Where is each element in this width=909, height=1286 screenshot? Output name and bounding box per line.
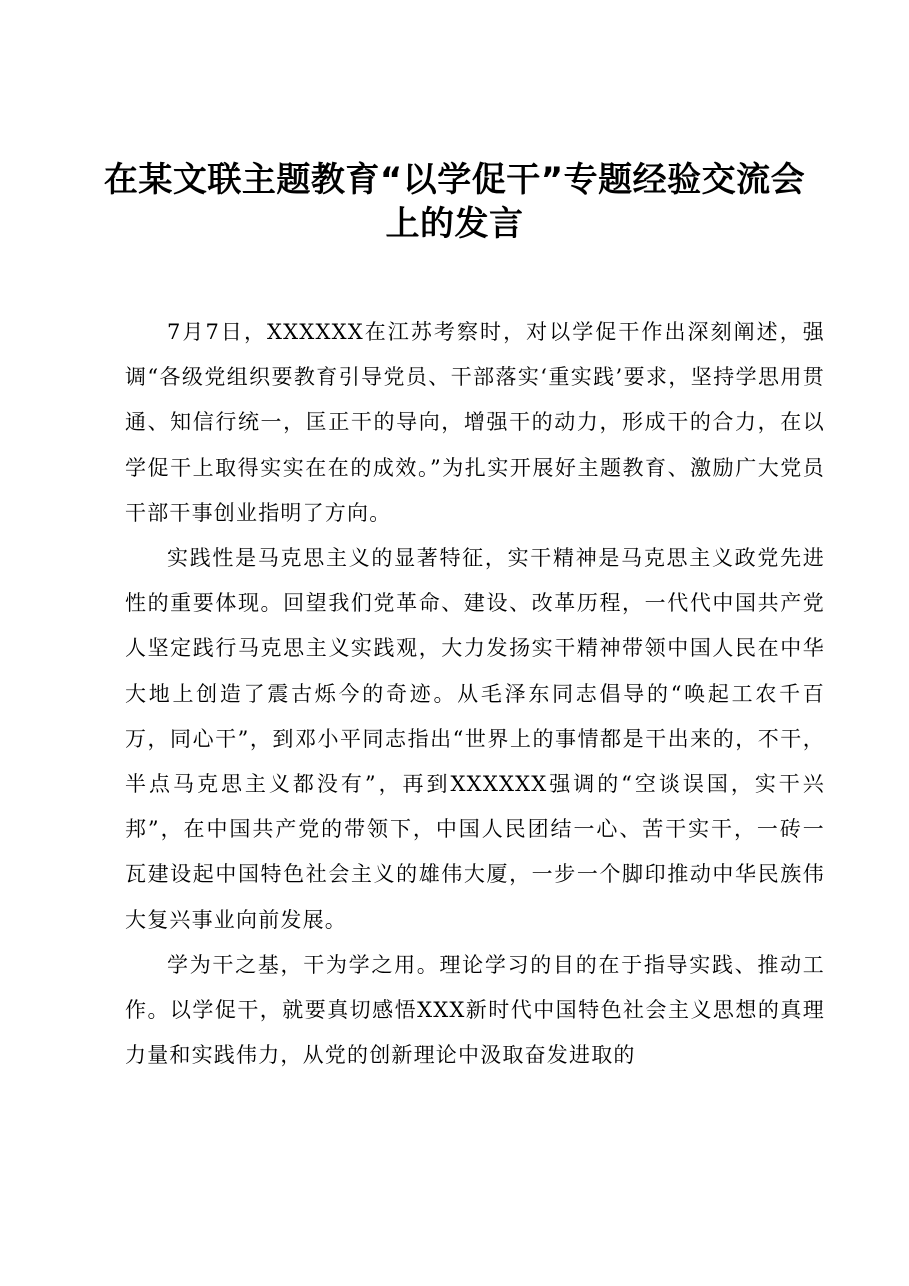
paragraph-2: 实践性是马克思主义的显著特征，实干精神是马克思主义政党先进性的重要体现。回望我们党革命、建设、改革历程，一代代中国共产党人坚定践行马克思主义实践观，大力发扬实干精神带领中国人民在中华大地上创造了震古烁今的奇迹。从毛泽东同志倡导的“唤起工农千百万，同心干”，到邓小平同志指出“世界上的事情都是干出来的，不干，半点马克思主义都没有”，再到XXXXXX强调的“空谈误国，实干兴邦”，在中国共产党的带领下，中国人民团结一心、苦干实干，一砖一瓦建设起中国特色社会主义的雄伟大厦，一步一个脚印推动中华民族伟大复兴事业向前发展。 [125, 546, 825, 932]
paragraph-1: 7月7日，XXXXXX在江苏考察时，对以学促干作出深刻阐述，强调“各级党组织要教育引导党员、干部落实‘重实践’要求，坚持学思用贯通、知信行统一，匡正干的导向，增强干的动力，形成干的合力，在以学促干上取得实实在在的成效。”为扎实开展好主题教育、激励广大党员干部干事创业指明了方向。 [125, 320, 825, 525]
document-title: 在某文联主题教育“以学促干”专题经验交流会上的发言 [103, 160, 806, 244]
document-body [125, 310, 825, 1078]
paragraph-3: 学为干之基，干为学之用。理论学习的目的在于指导实践、推动工作。以学促干，就要真切感悟XXX新时代中国特色社会主义思想的真理力量和实践伟力，从党的创新理论中汲取奋发进取的 [125, 952, 825, 1068]
